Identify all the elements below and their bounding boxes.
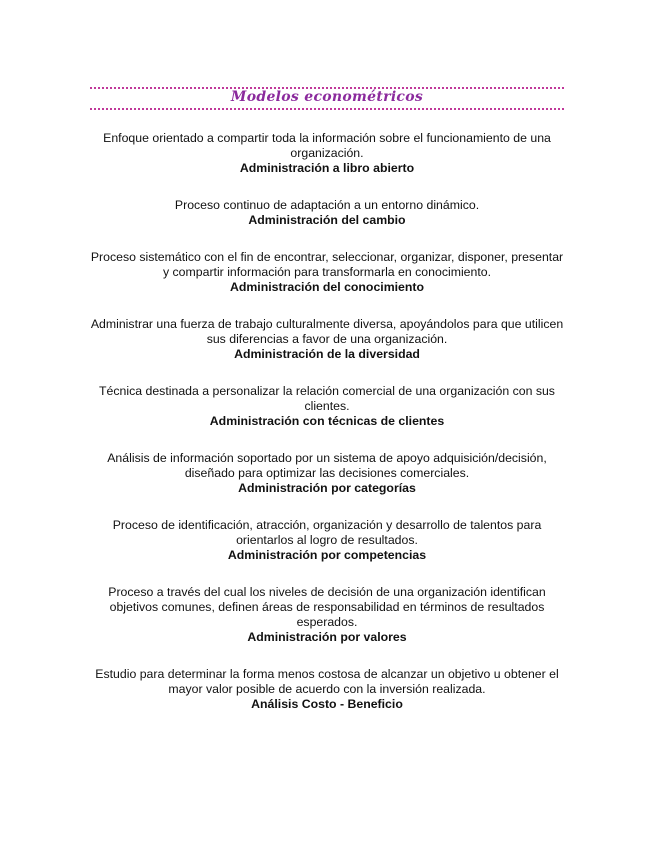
entry-description: Estudio para determinar la forma menos costosa de alcanzar un objetivo u obtener el mayor valor posible de acuerdo con la inversión realizada. bbox=[95, 667, 559, 696]
glossary-entry bbox=[88, 585, 566, 645]
entry-description: Proceso sistemático con el fin de encontrar, seleccionar, organizar, disponer, presentar y compartir información para transformarla en conocimiento. bbox=[90, 250, 564, 279]
entry-description: Proceso continuo de adaptación a un entorno dinámico. bbox=[174, 198, 480, 212]
entry-description: Proceso a través del cual los niveles de decisión de una organización identifican objetivos comunes, definen áreas de responsabilidad en términos de resultados esperados. bbox=[108, 585, 546, 629]
glossary-entry bbox=[88, 667, 566, 712]
entry-description: Técnica destinada a personalizar la relación comercial de una organización con sus clientes. bbox=[99, 384, 555, 413]
entry-term: Administración por categorías bbox=[238, 481, 416, 495]
glossary-entry bbox=[88, 131, 566, 176]
entry-description: Análisis de información soportado por un sistema de apoyo adquisición/decisión, diseñado para optimizar las decisiones comerciales. bbox=[107, 451, 547, 480]
glossary-entry bbox=[88, 250, 566, 295]
entry-term: Administración con técnicas de clientes bbox=[209, 414, 445, 428]
entry-term: Análisis Costo - Beneficio bbox=[251, 697, 403, 711]
entry-term: Administración de la diversidad bbox=[234, 347, 420, 361]
glossary-list bbox=[88, 131, 566, 734]
glossary-entry bbox=[88, 518, 566, 563]
glossary-entry bbox=[88, 451, 566, 496]
page-title: Modelos econométricos bbox=[230, 89, 424, 105]
glossary-entry bbox=[88, 384, 566, 429]
entry-description: Enfoque orientado a compartir toda la información sobre el funcionamiento de una organización. bbox=[103, 131, 551, 160]
entry-term: Administración por competencias bbox=[227, 548, 427, 562]
entry-term: Administración del conocimiento bbox=[229, 280, 425, 294]
title-bottom-divider bbox=[90, 108, 564, 110]
entry-description: Proceso de identificación, atracción, organización y desarrollo de talentos para orientarlos al logro de resultados. bbox=[112, 518, 542, 547]
entry-description: Administrar una fuerza de trabajo culturalmente diversa, apoyándolos para que utilicen sus diferencias a favor de una organización. bbox=[90, 317, 564, 346]
entry-term: Administración por valores bbox=[247, 630, 407, 644]
glossary-entry bbox=[88, 317, 566, 362]
glossary-entry bbox=[88, 198, 566, 228]
entry-term: Administración del cambio bbox=[248, 213, 406, 227]
entry-term: Administración a libro abierto bbox=[239, 161, 415, 175]
